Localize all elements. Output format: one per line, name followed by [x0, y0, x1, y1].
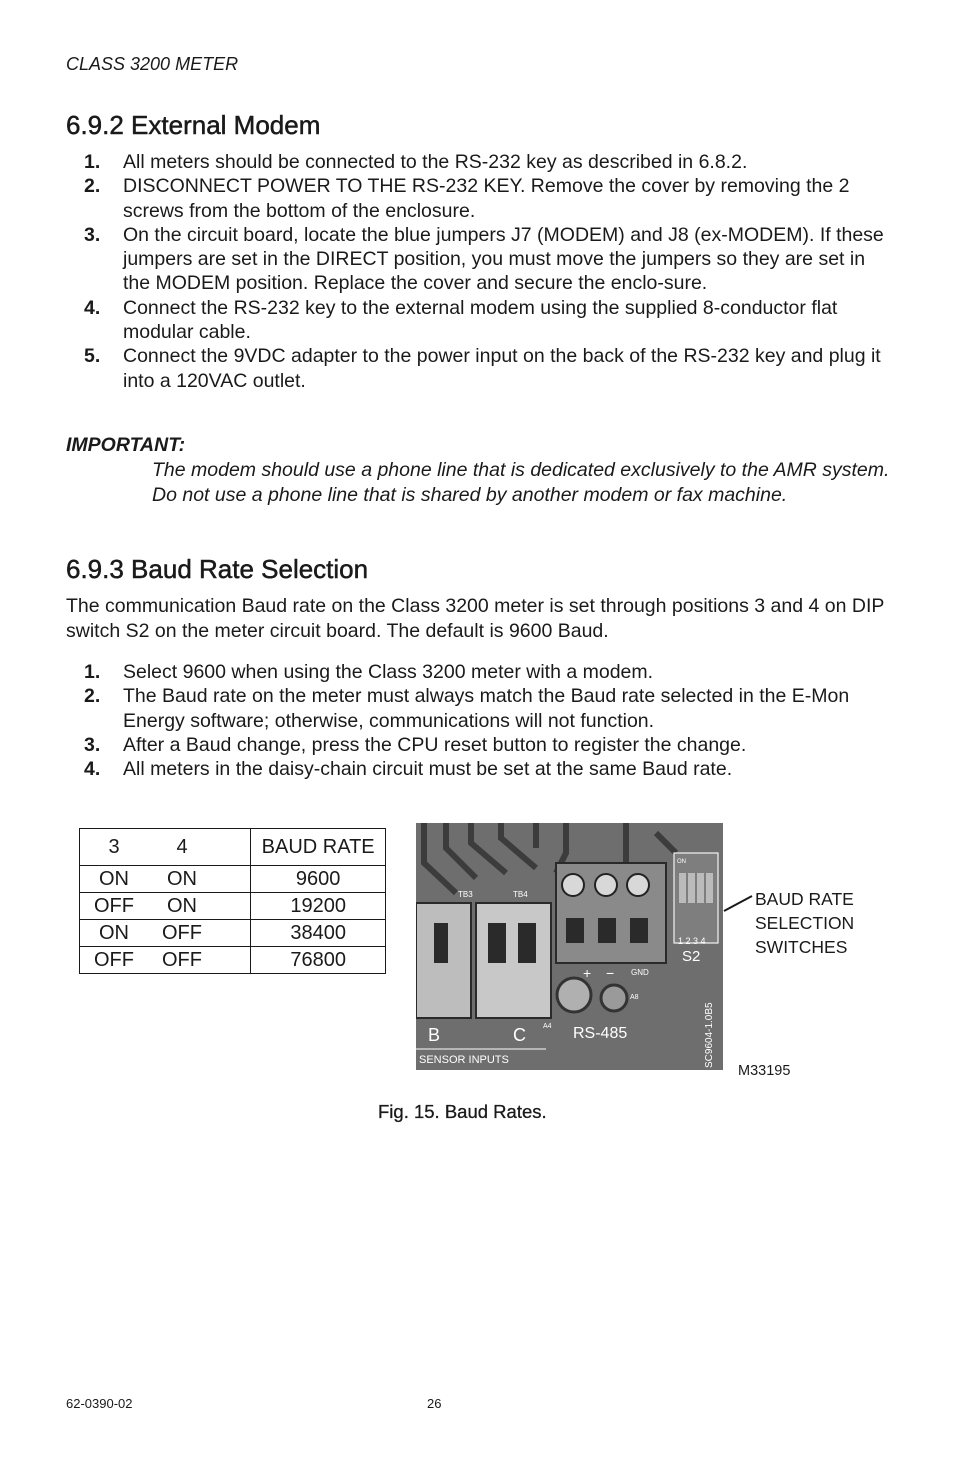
rs485-label: RS-485: [573, 1025, 628, 1042]
baud-value: 76800: [251, 947, 386, 974]
step-text: Select 9600 when using the Class 3200 meter with a modem.: [123, 661, 654, 683]
step-text: Connect the RS-232 key to the external modem using the supplied 8-conductor flat modular cable.: [123, 296, 838, 344]
step-text: DISCONNECT POWER TO THE RS-232 KEY. Remove the cover by removing the 2 screws from the bottom of the enclosure.: [123, 175, 850, 222]
baud-rate-header: BAUD RATE: [251, 829, 386, 866]
switch-4-value: ON: [167, 867, 197, 890]
section-heading-external-modem: 6.9.2 External Modem: [66, 110, 321, 140]
section-heading-baud-rate: 6.9.3 Baud Rate Selection: [66, 554, 369, 584]
page-number: 26: [427, 1396, 442, 1411]
step-number: 1.: [84, 661, 101, 683]
circuit-board-photo: [416, 823, 723, 1070]
s2-label: S2: [682, 948, 701, 965]
baud-value: 9600: [251, 866, 386, 893]
list-item: [84, 733, 894, 757]
switch-header-cell: [80, 829, 251, 866]
gnd-label: GND: [631, 968, 649, 977]
running-title: CLASS 3200 METER: [66, 54, 239, 74]
baud-value: 19200: [251, 893, 386, 920]
terminal-slot: [518, 923, 536, 963]
dip-switch-lever: [706, 873, 713, 903]
switch-cell: [80, 920, 251, 947]
switch-3-value: ON: [99, 867, 129, 890]
baud-value: 38400: [251, 920, 386, 947]
list-item: [84, 344, 894, 393]
a4-label: A4: [543, 1023, 552, 1030]
switch-4-header: 4: [176, 835, 188, 858]
step-text: After a Baud change, press the CPU reset button to register the change.: [123, 733, 747, 756]
switch-cell: [80, 866, 251, 893]
b-label: B: [428, 1025, 441, 1045]
board-part-number: SC9604-1.0B5: [704, 1002, 715, 1068]
switch-numbers: 1 2 3 4: [678, 936, 706, 946]
important-label: IMPORTANT:: [66, 434, 186, 456]
plus-label: +: [583, 965, 592, 981]
callout-leader-line: [722, 893, 754, 913]
switch-3-value: OFF: [94, 948, 134, 971]
switch-4-value: ON: [167, 894, 197, 917]
terminal-screw: [595, 874, 617, 896]
led-ring: [601, 985, 627, 1011]
terminal-block-tb4: [476, 903, 551, 1018]
dip-switch-lever: [679, 873, 686, 903]
dip-switch-lever: [688, 873, 695, 903]
step-text: Connect the 9VDC adapter to the power input on the back of the RS-232 key and plug it into a 120VAC outlet.: [123, 345, 881, 392]
step-number: 2.: [84, 175, 101, 198]
c-label: C: [513, 1025, 526, 1045]
callout-line: SELECTION: [755, 913, 855, 933]
step-number: 3.: [84, 223, 101, 246]
table-header-row: [80, 829, 386, 866]
list-item: [84, 684, 894, 733]
table-row: [80, 893, 386, 920]
switch-cell: [80, 893, 251, 920]
terminal-screw: [627, 874, 649, 896]
switch-3-value: OFF: [94, 894, 134, 917]
terminal-slot: [630, 918, 648, 943]
terminal-slot: [488, 923, 506, 963]
doc-number: 62-0390-02: [66, 1396, 133, 1411]
terminal-slot: [598, 918, 616, 943]
switch-3-header: 3: [108, 835, 120, 858]
external-modem-steps: [84, 150, 894, 393]
step-number: 4.: [84, 296, 101, 319]
step-number: 3.: [84, 733, 101, 756]
switch-4-value: OFF: [162, 948, 202, 971]
baud-rate-intro: The communication Baud rate on the Class 3200 meter is set through positions 3 and 4 on DIP switch S2 on the meter circuit board. The default is 9600 Baud.: [66, 595, 885, 642]
tb4-label: TB4: [513, 890, 528, 899]
on-label: ON: [677, 859, 686, 865]
terminal-slot: [434, 923, 448, 963]
list-item: [84, 223, 894, 296]
list-item: [84, 660, 894, 684]
figure-code: M33195: [738, 1063, 791, 1079]
switch-cell: [80, 947, 251, 974]
led-ring: [557, 978, 591, 1012]
table-row: [80, 920, 386, 947]
list-item: [84, 150, 894, 174]
a8-label: A8: [630, 994, 639, 1001]
tb3-label: TB3: [458, 890, 473, 899]
table-row: [80, 947, 386, 974]
terminal-screw: [562, 874, 584, 896]
callout-line: BAUD RATE: [755, 889, 854, 909]
step-text: The Baud rate on the meter must always match the Baud rate selected in the E-Mon Energy software; otherwise, communications will not function.: [123, 685, 850, 732]
terminal-slot: [566, 918, 584, 943]
step-text: All meters in the daisy-chain circuit must be set at the same Baud rate.: [123, 758, 733, 781]
dip-switch-lever: [697, 873, 704, 903]
step-number: 4.: [84, 758, 101, 781]
callout-line: SWITCHES: [755, 937, 848, 957]
figure-caption: Fig. 15. Baud Rates.: [378, 1101, 547, 1122]
step-text: On the circuit board, locate the blue jumpers J7 (MODEM) and J8 (ex-MODEM). If these jumpers are set in the DIRECT position, you must move the jumpers so they are set in the MODEM position. Replace the cover and secure the enclo-sure.: [123, 223, 884, 295]
step-number: 5.: [84, 345, 101, 368]
baud-rate-table: [79, 828, 386, 974]
important-note: The modem should use a phone line that is dedicated exclusively to the AMR system. Do not use a phone line that is shared by another modem or fax machine.: [152, 459, 890, 506]
table-row: [80, 866, 386, 893]
list-item: [84, 296, 894, 345]
baud-rate-switches-callout: [755, 887, 854, 959]
step-text: All meters should be connected to the RS-232 key as described in 6.8.2.: [123, 151, 748, 173]
sensor-inputs-label: SENSOR INPUTS: [419, 1054, 509, 1066]
step-number: 1.: [84, 151, 101, 173]
minus-label: −: [606, 965, 615, 981]
step-number: 2.: [84, 685, 101, 708]
list-item: [84, 757, 894, 781]
switch-3-value: ON: [99, 921, 129, 944]
switch-4-value: OFF: [162, 921, 202, 944]
baud-rate-steps: [84, 660, 894, 781]
list-item: [84, 174, 894, 223]
